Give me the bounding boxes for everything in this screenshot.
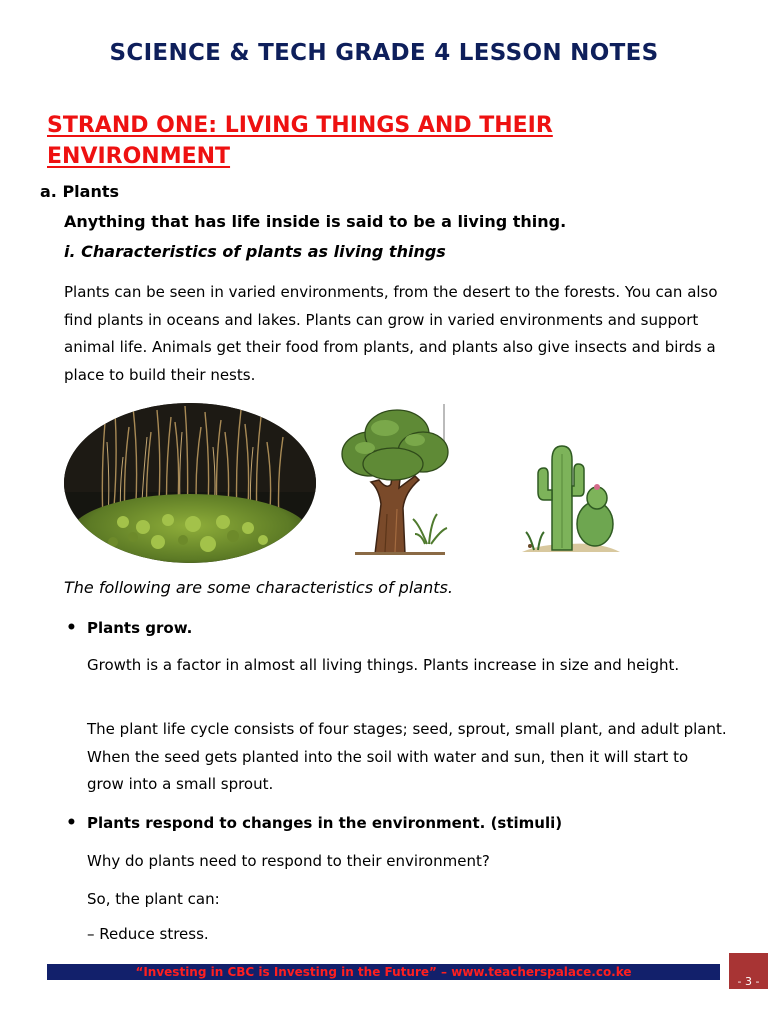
intro-paragraph: Plants can be seen in varied environments, from the desert to the forests. You can also find plants in oceans and lakes. Plants can grow in varied environments and support animal life. Animals get their food from plants, and plants also give insects and birds a place to build their nests. <box>64 283 718 384</box>
bullet-plants-respond: • Plants respond to changes in the environment. (stimuli) <box>87 814 562 832</box>
section-i-heading: i. Characteristics of plants as living things <box>64 242 446 261</box>
moss-grass-image <box>63 402 317 564</box>
bullet-plants-grow: • Plants grow. <box>87 619 192 637</box>
plant-images <box>0 400 768 565</box>
why-respond-question: Why do plants need to respond to their environment? <box>87 852 490 870</box>
characteristics-intro: The following are some characteristics of plants. <box>64 578 453 597</box>
strand-heading-line-2: ENVIRONMENT <box>47 144 231 169</box>
strand-heading-line-1: STRAND ONE: LIVING THINGS AND THEIR <box>47 113 553 138</box>
cactus-image <box>520 440 622 562</box>
page-title: SCIENCE & TECH GRADE 4 LESSON NOTES <box>109 40 659 66</box>
tree-image <box>335 404 450 559</box>
reduce-stress-item: – Reduce stress. <box>87 925 209 943</box>
section-a-heading: a. Plants <box>40 182 120 201</box>
footer-slogan-bar: “Investing in CBC is Investing in the Future” – www.teacherspalace.co.ke <box>47 964 720 980</box>
living-thing-definition: Anything that has life inside is said to be a living thing. <box>64 212 567 231</box>
so-plant-can-line: So, the plant can: <box>87 890 220 908</box>
growth-paragraph: Growth is a factor in almost all living things. Plants increase in size and height. <box>87 656 680 674</box>
life-cycle-paragraph: The plant life cycle consists of four stages; seed, sprout, small plant, and adult plant. When the seed gets planted into the soil with water and sun, then it will start to grow into a small sprout. <box>87 720 727 793</box>
strand-heading <box>47 110 687 172</box>
page-number-badge: - 3 - <box>729 953 768 989</box>
